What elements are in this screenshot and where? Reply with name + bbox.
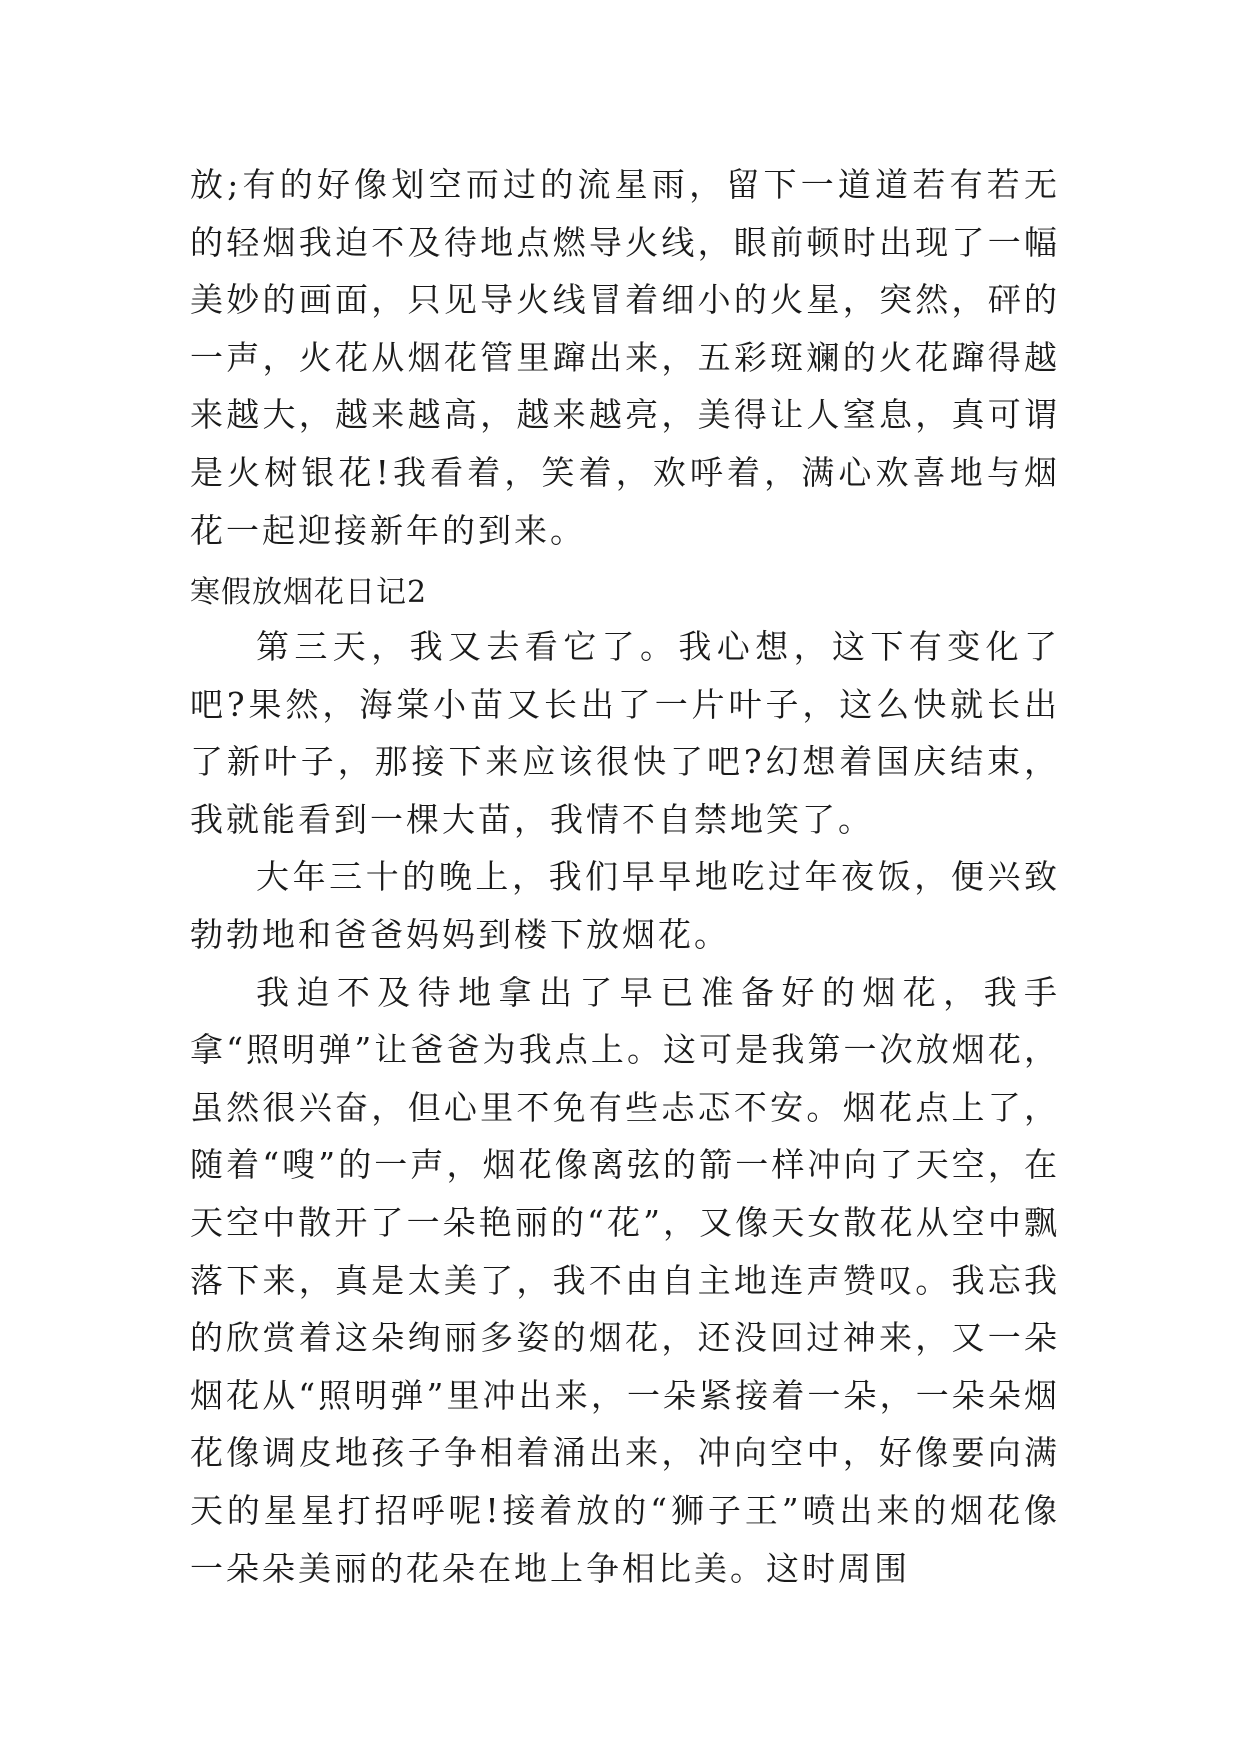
paragraph-1: 第三天，我又去看它了。我心想，这下有变化了吧?果然，海棠小苗又长出了一片叶子，这么快就长出了新叶子，那接下来应该很快了吧?幻想着国庆结束，我就能看到一棵大苗，我情不自禁地笑了。 <box>190 627 1060 839</box>
section-body <box>190 618 1060 1597</box>
paragraph-3: 我迫不及待地拿出了早已准备好的烟花，我手拿“照明弹”让爸爸为我点上。这可是我第一次放烟花，虽然很兴奋，但心里不免有些忐忑不安。烟花点上了，随着“嗖”的一声，烟花像离弦的箭一样冲向了天空，在天空中散开了一朵艳丽的“花”，又像天女散花从空中飘落下来，真是太美了，我不由自主地连声赞叹。我忘我的欣赏着这朵绚丽多姿的烟花，还没回过神来，又一朵烟花从“照明弹”里冲出来，一朵紧接着一朵，一朵朵烟花像调皮地孩子争相着涌出来，冲向空中，好像要向满天的星星打招呼呢!接着放的“狮子王”喷出来的烟花像一朵朵美丽的花朵在地上争相比美。这时周围 <box>190 972 1060 1588</box>
section-title: 寒假放烟花日记2 <box>190 575 428 610</box>
paragraph-2: 大年三十的晚上，我们早早地吃过年夜饭，便兴致勃勃地和爸爸妈妈到楼下放烟花。 <box>190 857 1060 954</box>
paragraph-continuation: 放;有的好像划空而过的流星雨，留下一道道若有若无的轻烟我迫不及待地点燃导火线，眼前顿时出现了一幅美妙的画面，只见导火线冒着细小的火星，突然，砰的一声，火花从烟花管里蹿出来，五彩斑斓的火花蹿得越来越大，越来越高，越来越亮，美得让人窒息，真可谓是火树银花!我看着，笑着，欢呼着，满心欢喜地与烟花一起迎接新年的到来。 <box>190 165 1060 550</box>
continued-paragraph <box>190 156 1060 559</box>
